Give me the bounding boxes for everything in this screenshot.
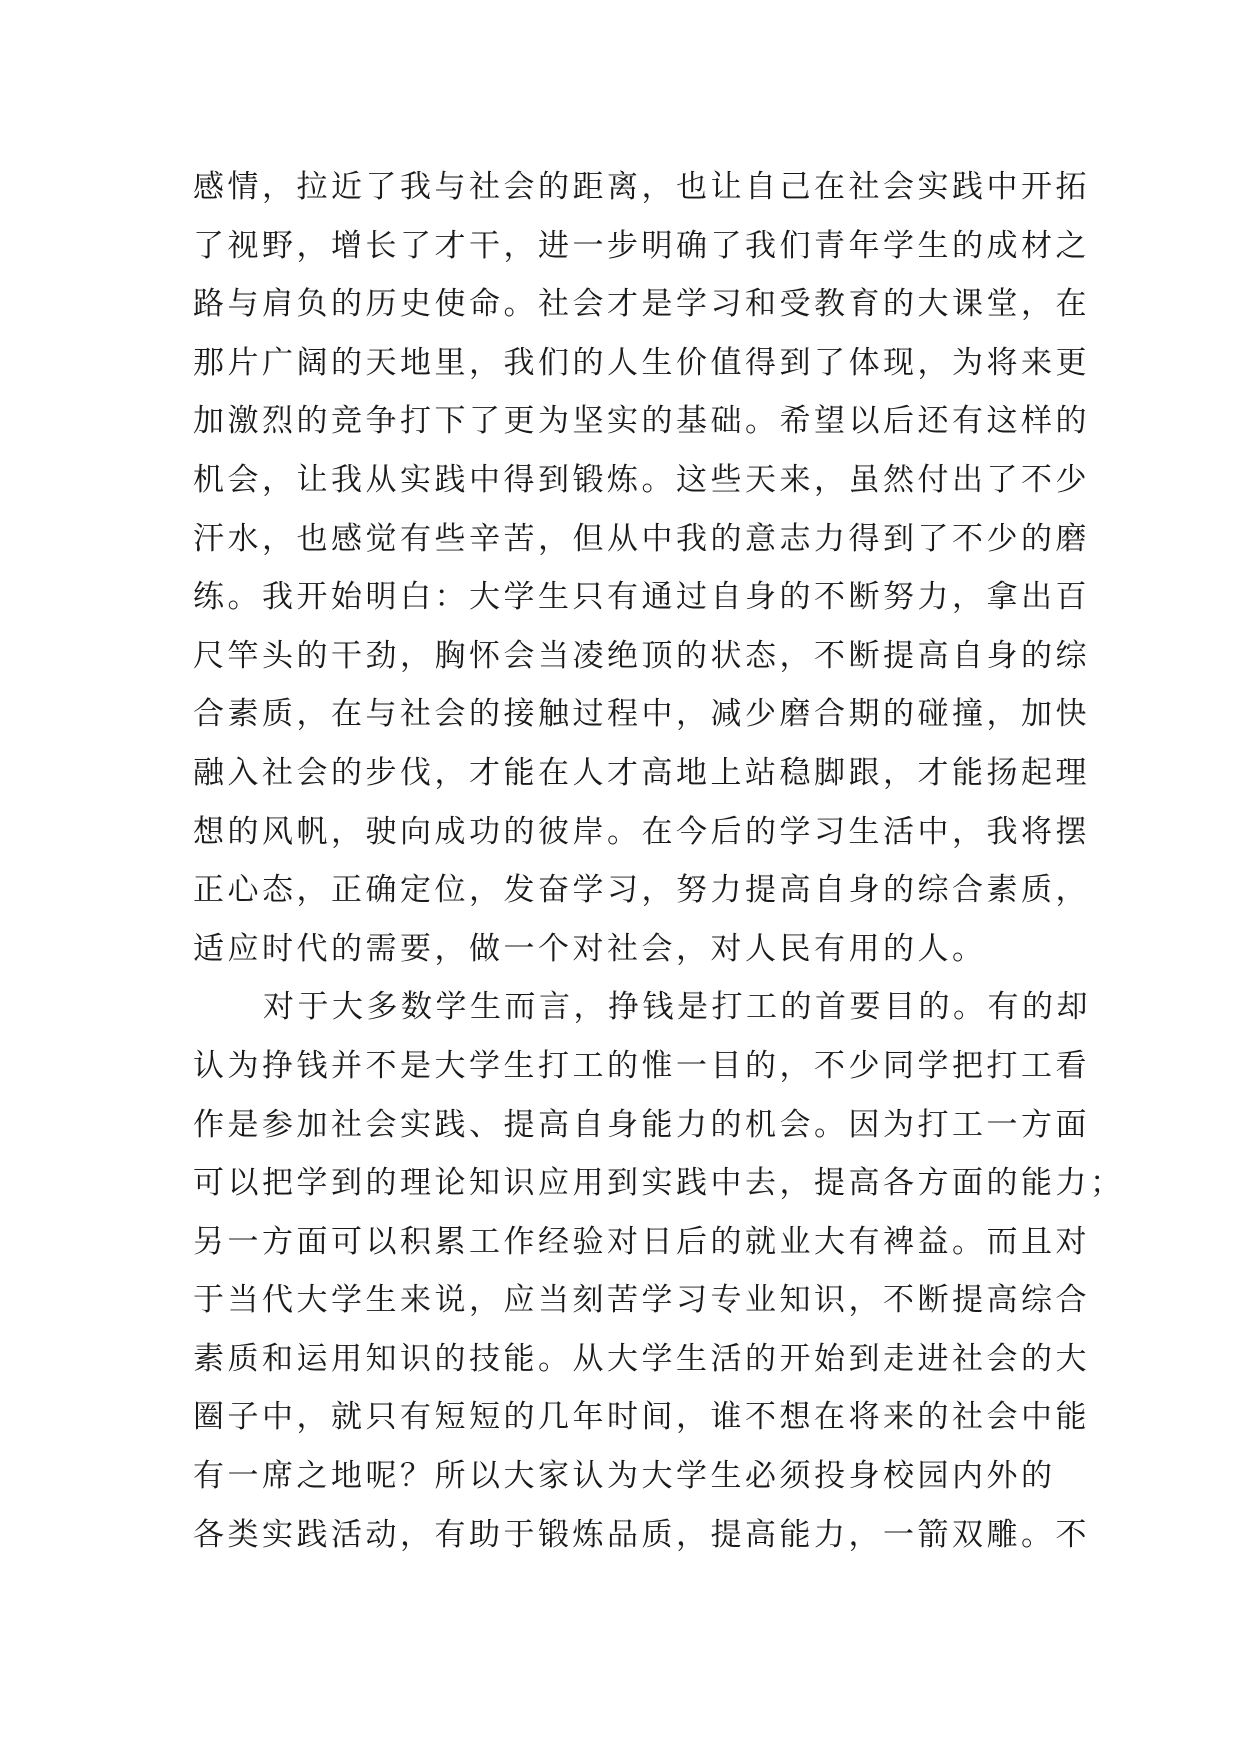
text-line: 感情，拉近了我与社会的距离，也让自己在社会实践中开拓 xyxy=(193,169,1090,205)
text-line: 另一方面可以积累工作经验对日后的就业大有裨益。而且对 xyxy=(193,1223,1090,1260)
text-line: 可以把学到的理论知识应用到实践中去，提高各方面的能力； xyxy=(193,1165,1125,1202)
text-line: 正心态，正确定位，发奋学习，努力提高自身的综合素质， xyxy=(193,872,1090,909)
text-line: 练。我开始明白：大学生只有通过自身的不断努力，拿出百 xyxy=(193,579,1090,616)
text-line: 合素质，在与社会的接触过程中，减少磨合期的碰撞，加快 xyxy=(193,696,1090,733)
text-line: 那片广阔的天地里，我们的人生价值得到了体现，为将来更 xyxy=(193,344,1090,381)
text-line: 认为挣钱并不是大学生打工的惟一目的，不少同学把打工看 xyxy=(193,1047,1090,1084)
text-line: 路与肩负的历史使命。社会才是学习和受教育的大课堂，在 xyxy=(193,286,1090,323)
text-line: 了视野，增长了才干，进一步明确了我们青年学生的成材之 xyxy=(193,227,1090,264)
text-line: 适应时代的需要，做一个对社会，对人民有用的人。 xyxy=(193,930,987,967)
text-line: 对于大多数学生而言，挣钱是打工的首要目的。有的却 xyxy=(263,989,1091,1026)
text-line: 加激烈的竞争打下了更为坚实的基础。希望以后还有这样的 xyxy=(193,403,1090,440)
text-line: 素质和运用知识的技能。从大学生活的开始到走进社会的大 xyxy=(193,1340,1090,1377)
text-line: 融入社会的步伐，才能在人才高地上站稳脚跟，才能扬起理 xyxy=(193,754,1090,791)
text-line: 各类实践活动，有助于锻炼品质，提高能力，一箭双雕。不 xyxy=(193,1516,1090,1553)
text-line: 机会，让我从实践中得到锻炼。这些天来，虽然付出了不少 xyxy=(193,461,1090,498)
text-line: 汗水，也感觉有些辛苦，但从中我的意志力得到了不少的磨 xyxy=(193,520,1090,557)
text-line: 尺竿头的干劲，胸怀会当凌绝顶的状态，不断提高自身的综 xyxy=(193,637,1090,674)
paragraph-2 xyxy=(193,978,1125,1564)
text-line: 于当代大学生来说，应当刻苦学习专业知识，不断提高综合 xyxy=(193,1282,1090,1319)
paragraph-1 xyxy=(193,158,1090,978)
text-line: 想的风帆，驶向成功的彼岸。在今后的学习生活中，我将摆 xyxy=(193,813,1090,850)
body-text xyxy=(193,158,1125,1564)
text-line: 圈子中，就只有短短的几年时间，谁不想在将来的社会中能 xyxy=(193,1399,1090,1436)
text-line: 有一席之地呢？所以大家认为大学生必须投身校园内外的 xyxy=(193,1458,1056,1495)
text-line: 作是参加社会实践、提高自身能力的机会。因为打工一方面 xyxy=(193,1106,1090,1143)
